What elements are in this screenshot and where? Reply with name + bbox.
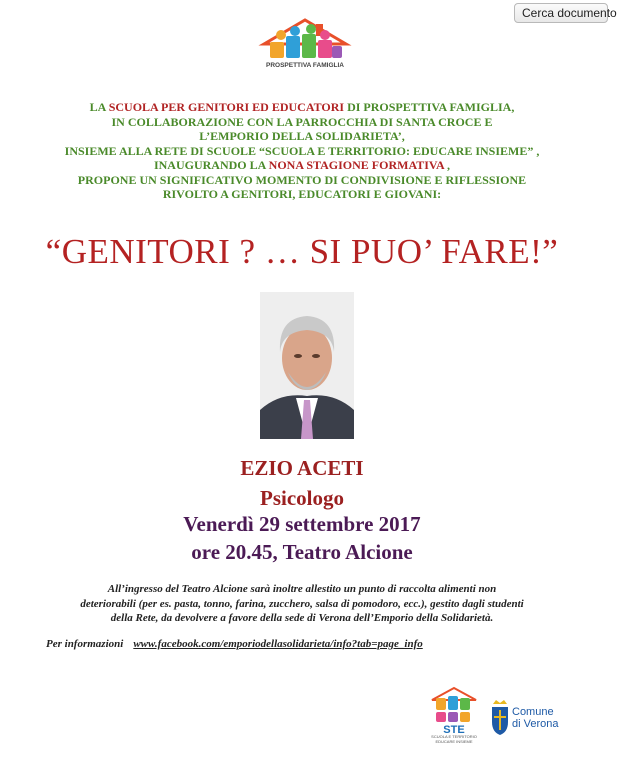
ste-letters: STE (443, 724, 465, 736)
comune-di-verona-label: Comune di Verona (512, 706, 559, 730)
food-collection-note: All’ingresso del Teatro Alcione sarà inoltre allestito un punto di raccolta alimenti non deteriorabili (per es. pasta, tonno, farina, zucchero, salsa di pomodoro, ecc.), gestito dagli studenti della Rete, da devolvere a favore della sede di Verona dell’Emporio della Solidarietà. (80, 583, 524, 624)
ste-network-logo (430, 686, 478, 756)
info-line (46, 638, 423, 650)
speaker-name: EZIO ACETI (240, 456, 364, 480)
speaker-photo (260, 292, 354, 439)
intro-text: LA SCUOLA PER GENITORI ED EDUCATORI DI PROSPETTIVA FAMIGLIA, IN COLLABORAZIONE CON LA PARROCCHIA DI SANTA CROCE E L’EMPORIO DELLA SOLIDARIETA’, INSIEME ALLA RETE DI SCUOLE “SCUOLA E TERRITORIO: EDUCARE INSIEME” , INAUGURANDO LA NONA STAGIONE FORMATIVA , PROPONE UN SIGNIFICATIVO MOMENTO DI CONDIVISIONE E RIFLESSIONE RIVOLTO A GENITORI, EDUCATORI E GIOVANI: (64, 100, 540, 201)
facebook-link[interactable]: www.facebook.com/emporiodellasolidarieta/info?tab=page_info (133, 638, 423, 650)
event-date: Venerdì 29 settembre 2017 (183, 512, 421, 536)
search-document-button[interactable]: Cerca documento (514, 3, 608, 23)
verona-crest-icon (490, 698, 510, 736)
info-label: Per informazioni (46, 638, 124, 650)
event-headline: “GENITORI ? … SI PUO’ FARE!” (45, 232, 559, 271)
ste-caption: SCUOLA E TERRITORIO EDUCARE INSIEME (431, 734, 477, 744)
speaker-role: Psicologo (260, 486, 344, 510)
event-time-place: ore 20.45, Teatro Alcione (191, 540, 413, 564)
logo-caption: PROSPETTIVA FAMIGLIA (265, 62, 344, 69)
